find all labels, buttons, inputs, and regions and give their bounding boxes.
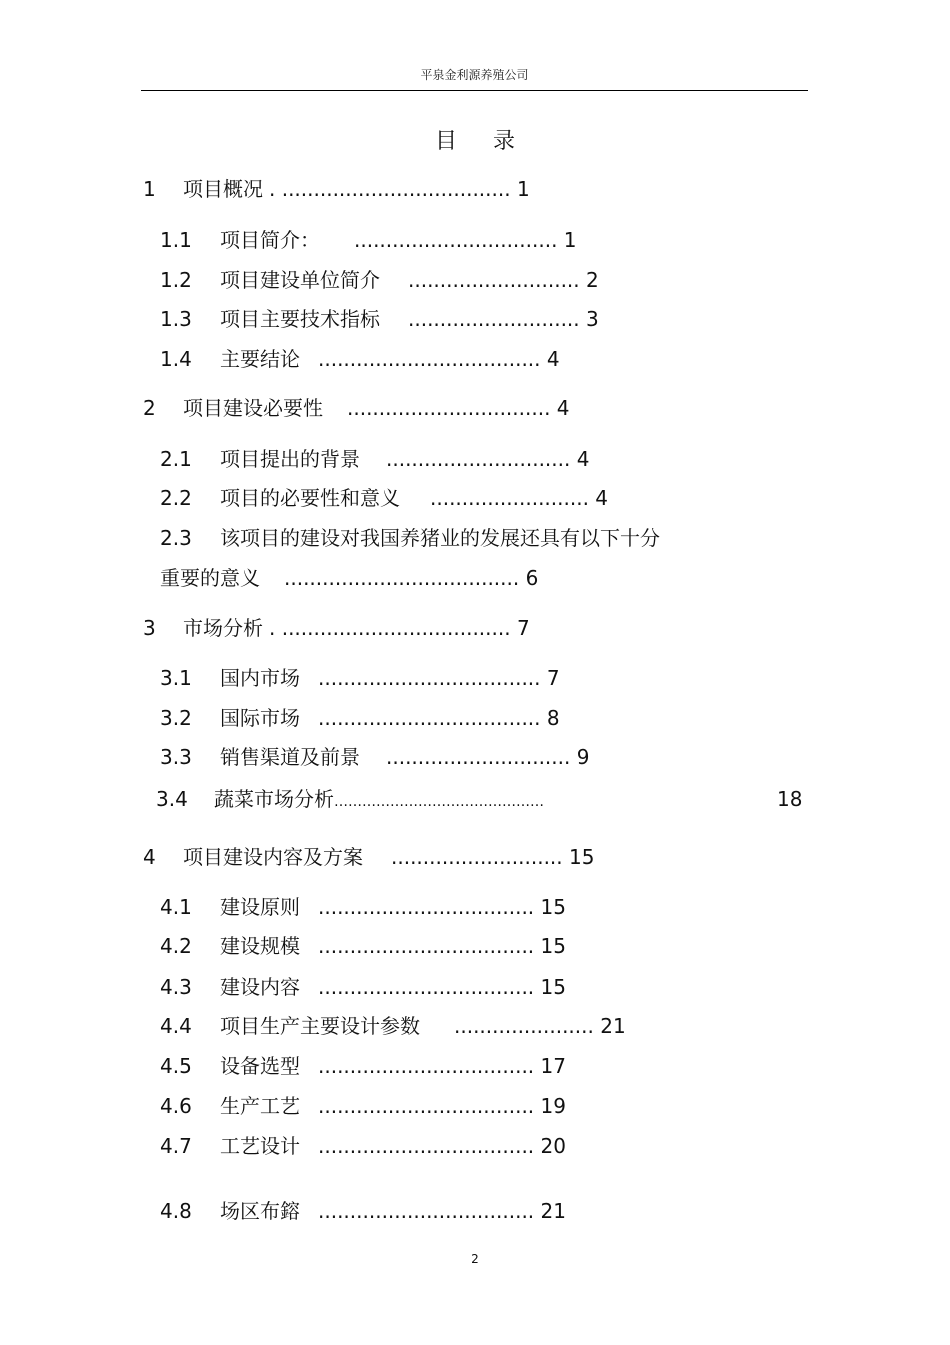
toc-entry-title: 建设规模 (220, 934, 300, 958)
toc-entry-4-4[interactable] (160, 1012, 626, 1040)
toc-entry-leader: ...................... (454, 1014, 594, 1038)
toc-entry-4-8[interactable] (160, 1197, 566, 1225)
toc-entry-page: 15 (569, 845, 595, 869)
toc-entry-number: 4 (143, 845, 156, 869)
toc-entry-3-4-page: 18 (777, 787, 803, 811)
toc-entry-leader: ........................... (408, 307, 580, 331)
toc-entry-1[interactable] (143, 175, 530, 203)
toc-entry-page: 15 (540, 895, 566, 919)
toc-entry-2[interactable] (143, 394, 570, 422)
toc-entry-leader: ................................... (318, 347, 541, 371)
toc-entry-number: 4.7 (160, 1134, 192, 1158)
toc-entry-title: 销售渠道及前景 (220, 745, 360, 769)
toc-entry-title: 项目建设必要性 (183, 396, 323, 420)
toc-entry-number: 4.4 (160, 1014, 192, 1038)
toc-entry-leader: ................................... (318, 666, 541, 690)
toc-entry-3-3[interactable] (160, 743, 589, 771)
toc-entry-leader: .................................. (318, 1094, 535, 1118)
toc-entry-number: 2.1 (160, 447, 192, 471)
toc-entry-leader: .................................. (318, 895, 535, 919)
toc-entry-leader: ..................................... (284, 566, 520, 590)
toc-entry-3-1[interactable] (160, 664, 560, 692)
toc-entry-leader: ........................... (408, 268, 580, 292)
toc-entry-number: 1.1 (160, 228, 192, 252)
running-header: 平泉金利源养殖公司 (420, 68, 529, 82)
toc-entry-number: 4.8 (160, 1199, 192, 1223)
toc-entry-title: 生产工艺 (220, 1094, 300, 1118)
toc-entry-number: 3.4 (156, 787, 188, 811)
toc-entry-3[interactable] (143, 614, 530, 642)
toc-entry-number: 4.6 (160, 1094, 192, 1118)
toc-entry-leader: . .................................... (269, 616, 511, 640)
toc-entry-4[interactable] (143, 843, 594, 871)
toc-entry-page: 3 (586, 307, 599, 331)
toc-entry-leader: ................................ (354, 228, 558, 252)
toc-entry-3-2[interactable] (160, 704, 560, 732)
toc-entry-page: 4 (546, 347, 560, 371)
toc-entry-number: 1.4 (160, 347, 192, 371)
toc-entry-number: 4.2 (160, 934, 192, 958)
toc-entry-page: 21 (600, 1014, 626, 1038)
toc-entry-page: 8 (546, 706, 560, 730)
toc-entry-leader: .................................. (318, 1199, 535, 1223)
toc-entry-number: 3.2 (160, 706, 192, 730)
toc-entry-1-2[interactable] (160, 266, 599, 294)
toc-entry-title: 重要的意义 (160, 566, 260, 590)
toc-entry-leader: . .................................... (269, 177, 511, 201)
toc-entry-title: 建设内容 (220, 975, 300, 999)
toc-entry-3-4[interactable] (156, 785, 544, 816)
toc-entry-title: 设备选型 (220, 1054, 300, 1078)
toc-entry-2-1[interactable] (160, 445, 589, 473)
toc-entry-title: 项目概况 (183, 177, 263, 201)
toc-entry-2-2[interactable] (160, 484, 608, 512)
toc-entry-number: 3 (143, 616, 156, 640)
toc-entry-page: 20 (540, 1134, 566, 1158)
toc-entry-title: 市场分析 (183, 616, 263, 640)
toc-title: 目录 (434, 129, 551, 154)
toc-entry-page: 4 (576, 447, 590, 471)
toc-entry-page: 15 (540, 975, 566, 999)
toc-entry-leader: .................................. (318, 1134, 535, 1158)
toc-entry-number: 2.3 (160, 526, 192, 550)
toc-entry-leader: ................................ (347, 396, 551, 420)
toc-entry-leader: ........................... (391, 845, 563, 869)
toc-entry-4-7[interactable] (160, 1132, 566, 1160)
toc-entry-page: 15 (540, 934, 566, 958)
toc-entry-title: 项目简介： (220, 228, 320, 252)
toc-entry-leader: .................................. (318, 1054, 535, 1078)
toc-entry-2-3[interactable] (160, 524, 660, 552)
toc-entry-title: 蔬菜市场分析 (214, 787, 334, 811)
toc-entry-page: 7 (546, 666, 560, 690)
toc-entry-title: 项目建设内容及方案 (183, 845, 363, 869)
header-rule (141, 90, 808, 91)
toc-entry-title: 工艺设计 (220, 1134, 300, 1158)
toc-entry-title: 项目的必要性和意义 (220, 486, 400, 510)
toc-entry-page: 1 (563, 228, 577, 252)
toc-entry-title: 项目主要技术指标 (220, 307, 380, 331)
toc-entry-title: 项目建设单位简介 (220, 268, 380, 292)
toc-entry-number: 3.1 (160, 666, 192, 690)
toc-entry-leader: ......................... (430, 486, 589, 510)
toc-entry-page: 2 (586, 268, 599, 292)
toc-entry-title: 主要结论 (220, 347, 300, 371)
toc-entry-title: 建设原则 (220, 895, 300, 919)
toc-entry-number: 1.3 (160, 307, 192, 331)
toc-entry-leader: ................................... (318, 706, 541, 730)
toc-entry-page: 6 (525, 566, 539, 590)
toc-entry-page: 4 (595, 486, 609, 510)
toc-entry-number: 2 (143, 396, 156, 420)
toc-entry-leader: .................................. (318, 934, 535, 958)
toc-entry-4-6[interactable] (160, 1092, 566, 1120)
toc-entry-leader: .................................. (318, 975, 535, 999)
toc-entry-page: 17 (540, 1054, 566, 1078)
toc-entry-2-3-continued[interactable] (160, 564, 538, 592)
toc-entry-number: 3.3 (160, 745, 192, 769)
toc-entry-title: 国际市场 (220, 706, 300, 730)
toc-entry-4-5[interactable] (160, 1052, 566, 1080)
toc-entry-number: 1.2 (160, 268, 192, 292)
toc-entry-page: 1 (516, 177, 530, 201)
toc-entry-page: 7 (516, 616, 530, 640)
toc-entry-number: 1 (143, 177, 156, 201)
toc-entry-1-1[interactable] (160, 226, 577, 254)
toc-entry-page: 9 (576, 745, 590, 769)
toc-entry-page: 21 (540, 1199, 566, 1223)
toc-entry-4-2[interactable] (160, 932, 566, 960)
toc-entry-number: 4.1 (160, 895, 192, 919)
toc-entry-leader: ............................. (386, 447, 571, 471)
toc-entry-4-1[interactable] (160, 893, 566, 921)
toc-entry-leader: ……………………………………… (334, 794, 544, 810)
toc-entry-title: 项目提出的背景 (220, 447, 360, 471)
toc-entry-page: 19 (540, 1094, 566, 1118)
toc-entry-4-3[interactable] (160, 973, 566, 1001)
toc-entry-leader: ............................. (386, 745, 571, 769)
toc-entry-number: 2.2 (160, 486, 192, 510)
toc-entry-title: 项目生产主要设计参数 (220, 1014, 420, 1038)
toc-entry-title: 场区布鎔 (220, 1199, 300, 1223)
toc-entry-number: 4.5 (160, 1054, 192, 1078)
toc-entry-1-4[interactable] (160, 345, 560, 373)
page-number: 2 (471, 1252, 479, 1266)
toc-entry-title: 该项目的建设对我国养猪业的发展还具有以下十分 (220, 526, 660, 550)
toc-entry-title: 国内市场 (220, 666, 300, 690)
toc-entry-number: 4.3 (160, 975, 192, 999)
toc-entry-1-3[interactable] (160, 305, 599, 333)
toc-entry-page: 4 (556, 396, 570, 420)
